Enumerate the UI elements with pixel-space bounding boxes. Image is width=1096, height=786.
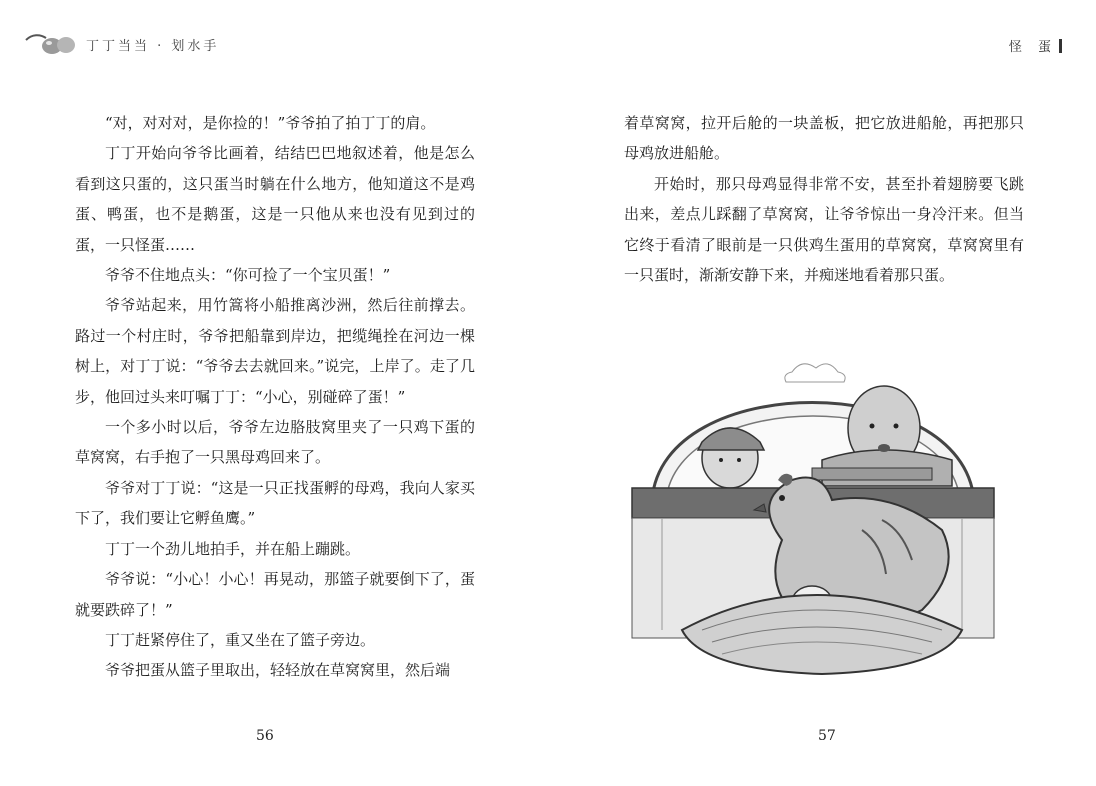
left-page-body bbox=[75, 108, 475, 686]
right-page-body bbox=[624, 108, 1024, 290]
paragraph: 爷爷站起来，用竹篙将小船推离沙洲，然后往前撑去。路过一个村庄时，爷爷把船靠到岸边，把缆绳拴在河边一棵树上，对丁丁说：“爷爷去去就回来。”说完，上岸了。走了几步，他回过头来叮嘱丁丁：“小心，别碰碎了蛋！” bbox=[75, 296, 475, 406]
paragraph: 爷爷说：“小心！小心！再晃动，那篮子就要倒下了，蛋就要跌碎了！” bbox=[75, 570, 475, 619]
series-title: 丁丁当当 · 划水手 bbox=[86, 38, 220, 54]
paragraph: 爷爷对丁丁说：“这是一只正找蛋孵的母鸡，我向人家买下了，我们要让它孵鱼鹰。” bbox=[75, 478, 475, 528]
paragraph: “对，对对对，是你捡的！”爷爷拍了拍丁丁的肩。 bbox=[105, 114, 436, 132]
paragraph: 爷爷把蛋从篮子里取出，轻轻放在草窝窝里，然后端 bbox=[105, 661, 451, 680]
running-header-left bbox=[24, 30, 219, 58]
hen-nest-illustration bbox=[622, 330, 1002, 680]
header-bar-mark bbox=[1059, 39, 1062, 53]
chapter-title: 怪 蛋 bbox=[1008, 40, 1057, 55]
paragraph: 着草窝窝，拉开后舱的一块盖板，把它放进船舱，再把那只母鸡放进船舱。 bbox=[624, 114, 1024, 163]
paragraph: 开始时，那只母鸡显得非常不安，甚至扑着翅膀要飞跳出来，差点儿踩翻了草窝窝，让爷爷惊出一身冷汗来。但当它终于看清了眼前是一只供鸡生蛋用的草窝窝，草窝窝里有一只蛋时，渐渐安静下来，并痴迷地看着那只蛋。 bbox=[624, 174, 1024, 285]
page-number-left: 56 bbox=[256, 728, 274, 744]
paragraph: 丁丁一个劲儿地拍手，并在船上蹦跳。 bbox=[105, 539, 361, 558]
gourd-logo-icon bbox=[24, 30, 80, 58]
paragraph: 爷爷不住地点头：“你可捡了一个宝贝蛋！” bbox=[105, 266, 391, 285]
paragraph: 丁丁开始向爷爷比画着，结结巴巴地叙述着，他是怎么看到这只蛋的，这只蛋当时躺在什么地方，他知道这不是鸡蛋、鸭蛋，也不是鹅蛋，这是一只他从来也没有见到过的蛋，一只怪蛋…… bbox=[75, 144, 475, 254]
running-header-right bbox=[1009, 36, 1062, 55]
page-number-right: 57 bbox=[818, 728, 836, 744]
paragraph: 丁丁赶紧停住了，重又坐在了篮子旁边。 bbox=[105, 630, 376, 649]
paragraph: 一个多小时以后，爷爷左边胳肢窝里夹了一只鸡下蛋的草窝窝，右手抱了一只黑母鸡回来了。 bbox=[75, 418, 475, 467]
